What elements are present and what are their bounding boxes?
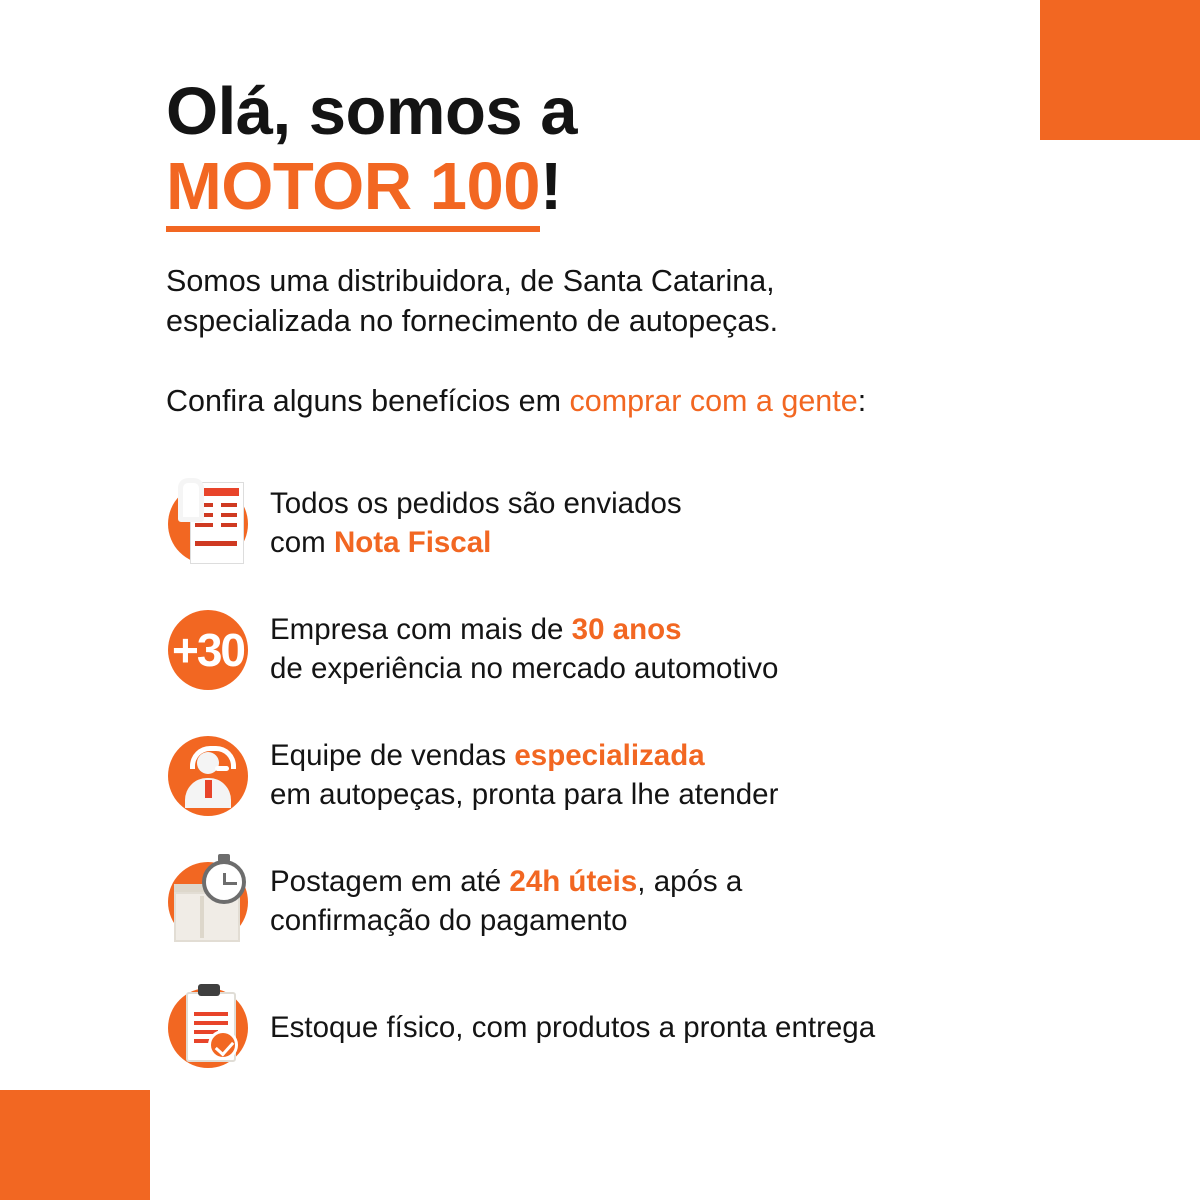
benefit-line1: Todos os pedidos são enviados bbox=[270, 487, 682, 521]
page-title-line2 bbox=[166, 149, 1066, 225]
clipboard-check-icon bbox=[160, 980, 256, 1076]
brand-name: MOTOR 100 bbox=[166, 149, 540, 232]
benefit-item bbox=[160, 848, 1120, 956]
benefit-item bbox=[160, 470, 1120, 578]
benefit-line1-highlight: 30 anos bbox=[571, 613, 682, 647]
intro-paragraph bbox=[166, 261, 996, 342]
benefit-line2 bbox=[270, 524, 682, 563]
headset-agent-icon bbox=[160, 728, 256, 824]
benefit-text bbox=[270, 611, 778, 689]
benefit-line1-prefix: Postagem em até bbox=[270, 865, 510, 899]
benefit-line1 bbox=[270, 737, 778, 776]
brand-exclamation: ! bbox=[540, 149, 562, 225]
benefits-lead bbox=[166, 382, 1066, 422]
benefit-line2: de experiência no mercado automotivo bbox=[270, 652, 779, 685]
benefit-item bbox=[160, 596, 1120, 704]
box-stopwatch-icon bbox=[160, 854, 256, 950]
decor-block-bottom-left bbox=[0, 1090, 150, 1200]
intro-line1: Somos uma distribuidora, de Santa Catarina, bbox=[166, 263, 775, 298]
benefit-line1-suffix: , após a bbox=[637, 865, 743, 899]
benefit-line2: em autopeças, pronta para lhe atender bbox=[270, 778, 779, 811]
benefit-text bbox=[270, 1009, 875, 1048]
benefit-text bbox=[270, 737, 778, 815]
benefit-line1: Estoque físico, com produtos a pronta entrega bbox=[270, 1010, 876, 1044]
plus-thirty-icon bbox=[160, 602, 256, 698]
plus-thirty-label: +30 bbox=[171, 624, 245, 676]
benefit-text bbox=[270, 485, 682, 563]
benefit-line1-prefix: Empresa com mais de bbox=[270, 613, 572, 647]
benefit-line2: confirmação do pagamento bbox=[270, 904, 628, 937]
intro-line2: especializada no fornecimento de autopeças. bbox=[166, 304, 779, 339]
benefits-list bbox=[160, 470, 1120, 1100]
benefit-line1-highlight: especializada bbox=[514, 739, 705, 773]
benefit-line1-prefix: Equipe de vendas bbox=[270, 739, 515, 773]
benefit-item bbox=[160, 974, 1120, 1082]
header-content bbox=[166, 74, 1066, 421]
benefit-line1 bbox=[270, 863, 742, 902]
benefit-text bbox=[270, 863, 742, 941]
benefit-line1-highlight: 24h úteis bbox=[509, 865, 638, 899]
benefit-line2-prefix: com bbox=[270, 526, 334, 559]
benefit-line1 bbox=[270, 611, 778, 650]
benefit-line2-highlight: Nota Fiscal bbox=[333, 526, 492, 559]
receipt-icon bbox=[160, 476, 256, 572]
page-title-line1: Olá, somos a bbox=[166, 74, 578, 149]
benefits-lead-suffix: : bbox=[857, 383, 867, 418]
benefit-item bbox=[160, 722, 1120, 830]
benefits-lead-highlight: comprar com a gente bbox=[569, 383, 858, 418]
benefits-lead-prefix: Confira alguns benefícios em bbox=[166, 383, 570, 418]
